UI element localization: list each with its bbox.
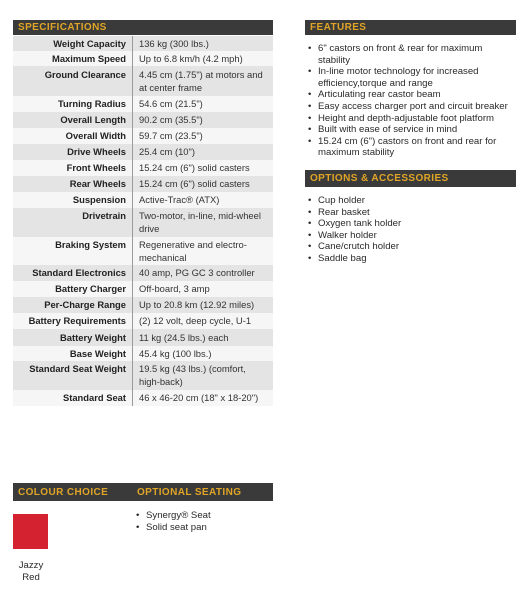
spec-row: [13, 237, 273, 265]
spec-row: [13, 313, 273, 329]
specifications-table: [13, 36, 273, 406]
feature-item: • Easy access charger port and circuit breaker: [307, 101, 517, 113]
optional-seating-header: OPTIONAL SEATING: [133, 483, 273, 501]
spec-label: Front Wheels: [13, 160, 133, 176]
spec-row: [13, 297, 273, 313]
spec-label: Battery Requirements: [13, 313, 133, 329]
spec-value: Up to 6.8 km/h (4.2 mph): [133, 51, 274, 66]
spec-label: Overall Length: [60, 114, 126, 125]
spec-value: Regenerative and electro-mechanical: [133, 237, 274, 265]
spec-label: Suspension: [13, 192, 133, 208]
spec-row: [13, 208, 273, 237]
features-list: [307, 43, 517, 159]
spec-row: [13, 36, 273, 51]
spec-label: Standard Seat Weight: [29, 363, 126, 374]
spec-row: [13, 192, 273, 208]
feature-item: • In-line motor technology for increased efficiency,torque and range: [307, 66, 517, 89]
spec-row: [13, 265, 273, 281]
spec-value: 4.45 cm (1.75") at motors and at center frame: [133, 66, 274, 96]
feature-item: • Height and depth-adjustable foot platform: [307, 113, 517, 125]
features-header: FEATURES: [305, 20, 516, 35]
colour-swatch-label: Jazzy Red: [18, 560, 44, 583]
spec-value: Two-motor, in-line, mid-wheel drive: [133, 208, 274, 237]
spec-label: Rear Wheels: [69, 178, 126, 189]
spec-row: [13, 160, 273, 176]
spec-row: [13, 281, 273, 297]
spec-value: 11 kg (24.5 lbs.) each: [133, 329, 274, 346]
option-item: • Saddle bag: [307, 253, 517, 265]
spec-value: 15.24 cm (6") solid casters: [133, 176, 274, 192]
seating-item: • Synergy® Seat: [135, 510, 275, 522]
spec-value: 40 amp, PG GC 3 controller: [133, 265, 274, 281]
spec-row: [13, 96, 273, 112]
spec-row: [13, 144, 273, 160]
specifications-header: SPECIFICATIONS: [13, 20, 273, 35]
feature-item: • 6" castors on front & rear for maximum stability: [307, 43, 517, 66]
optional-seating-list: [135, 510, 275, 533]
spec-label: Braking System: [13, 237, 133, 265]
spec-row: [13, 51, 273, 66]
spec-label: Drivetrain: [82, 210, 126, 221]
spec-value: 45.4 kg (100 lbs.): [133, 346, 274, 361]
spec-value: Off-board, 3 amp: [133, 281, 274, 297]
spec-label: Overall Width: [13, 128, 133, 144]
option-item: • Rear basket: [307, 207, 517, 219]
spec-label: Standard Electronics: [32, 267, 126, 278]
spec-row: [13, 112, 273, 128]
feature-item: • 15.24 cm (6") castors on front and rear for maximum stability: [307, 136, 517, 159]
spec-value: 54.6 cm (21.5"): [133, 96, 274, 112]
spec-value: 46 x 46-20 cm (18" x 18-20"): [133, 390, 274, 406]
spec-row: [13, 390, 273, 406]
option-item: • Cup holder: [307, 195, 517, 207]
spec-label: Turning Radius: [13, 96, 133, 112]
spec-value: 136 kg (300 lbs.): [133, 36, 274, 51]
spec-value: 25.4 cm (10"): [133, 144, 274, 160]
spec-value: 15.24 cm (6") solid casters: [133, 160, 274, 176]
spec-label: Battery Weight: [60, 332, 126, 343]
options-header: OPTIONS & ACCESSORIES: [305, 170, 516, 187]
spec-row: [13, 329, 273, 346]
spec-label: Maximum Speed: [13, 51, 133, 66]
spec-row: [13, 128, 273, 144]
spec-label: Battery Charger: [13, 281, 133, 297]
option-item: • Walker holder: [307, 230, 517, 242]
feature-item: • Built with ease of service in mind: [307, 124, 517, 136]
spec-label: Standard Seat: [13, 390, 133, 406]
colour-choice-header: COLOUR CHOICE: [13, 483, 133, 501]
options-list: [307, 195, 517, 265]
colour-swatch: [13, 514, 48, 549]
spec-value: Active-Trac® (ATX): [133, 192, 274, 208]
spec-value: 59.7 cm (23.5"): [133, 128, 274, 144]
feature-item: • Articulating rear castor beam: [307, 89, 517, 101]
spec-row: [13, 346, 273, 361]
spec-value: 90.2 cm (35.5"): [133, 112, 274, 128]
spec-label: Ground Clearance: [44, 69, 126, 80]
spec-label: Drive Wheels: [67, 146, 126, 157]
spec-row: [13, 361, 273, 390]
spec-value: Up to 20.8 km (12.92 miles): [133, 297, 274, 313]
spec-value: (2) 12 volt, deep cycle, U-1: [133, 313, 274, 329]
seating-item: • Solid seat pan: [135, 522, 275, 534]
option-item: • Oxygen tank holder: [307, 218, 517, 230]
spec-row: [13, 176, 273, 192]
spec-label: Per-Charge Range: [44, 299, 126, 310]
spec-label: Weight Capacity: [53, 38, 126, 49]
spec-row: [13, 66, 273, 96]
option-item: • Cane/crutch holder: [307, 241, 517, 253]
spec-label: Base Weight: [13, 346, 133, 361]
spec-value: 19.5 kg (43 lbs.) (comfort, high-back): [133, 361, 274, 390]
